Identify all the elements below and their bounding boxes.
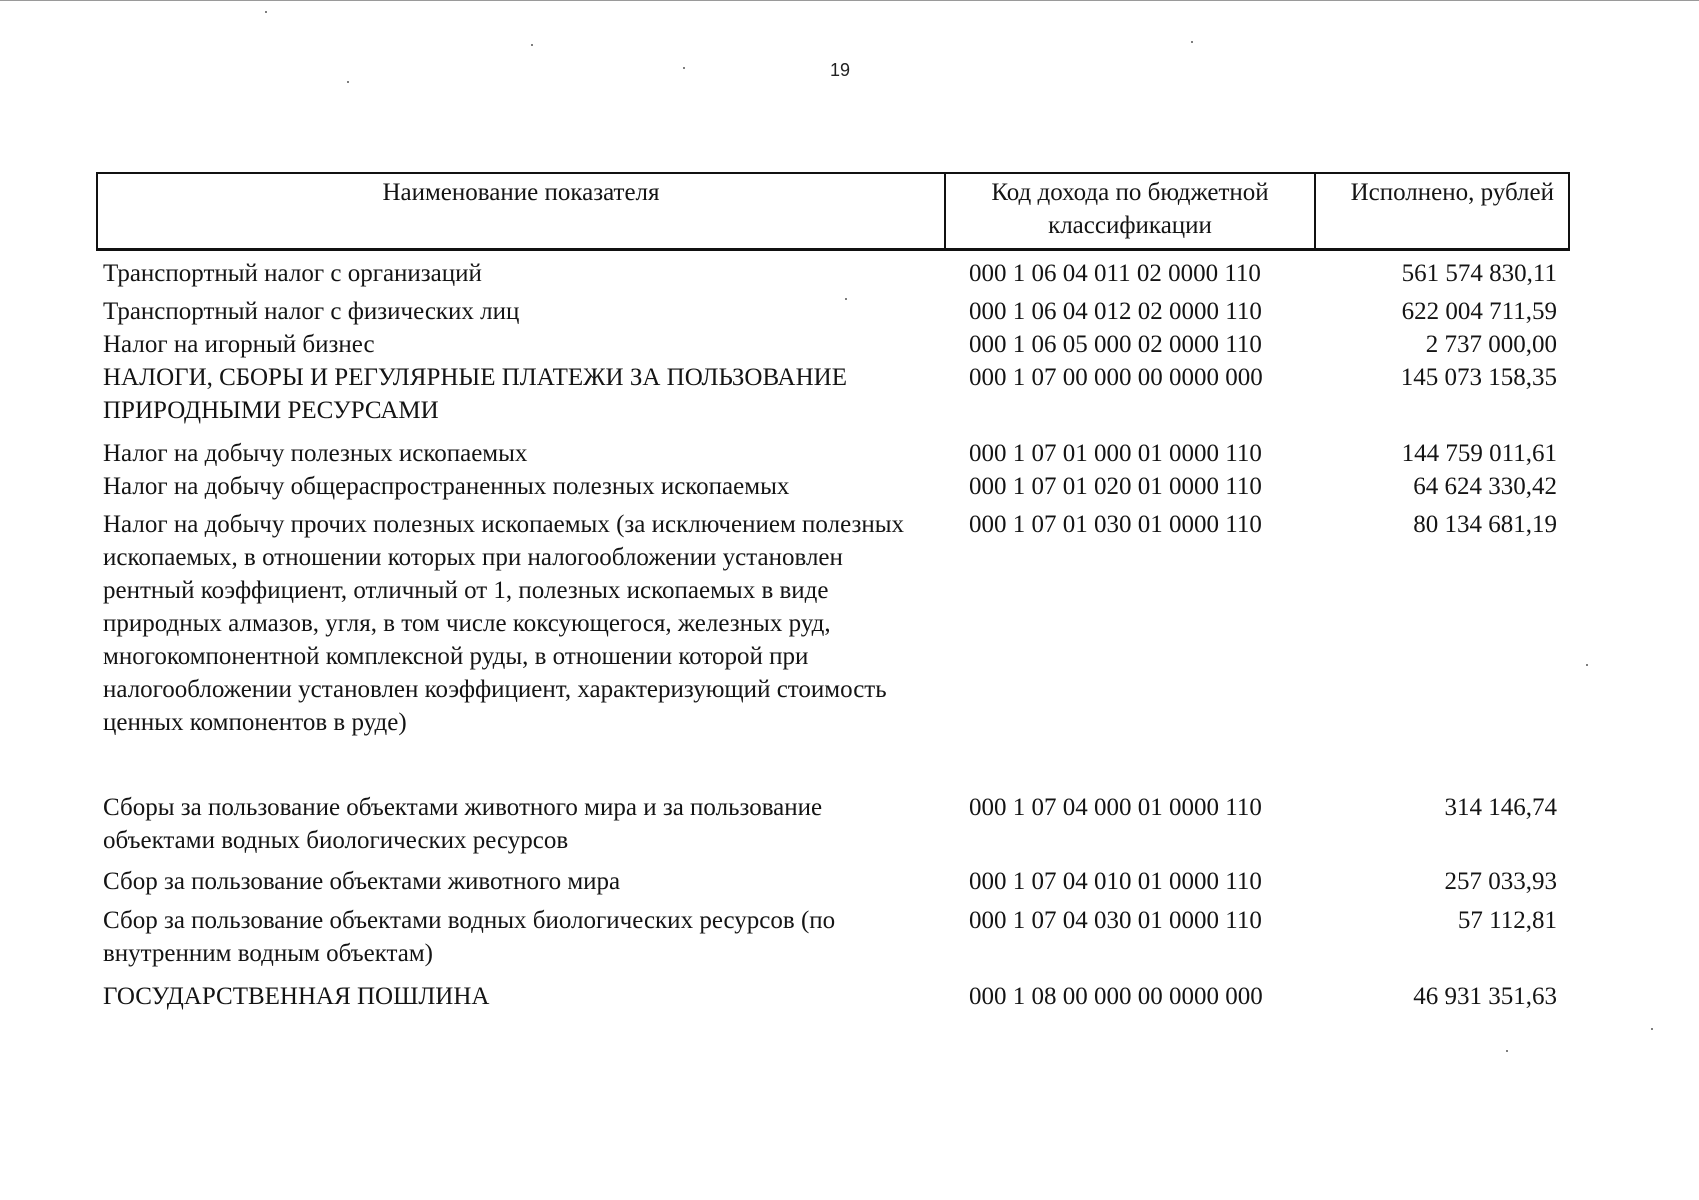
header-executed-amount: Исполнено, рублей: [1315, 173, 1569, 250]
row-budget-code: 000 1 07 01 000 01 0000 110: [969, 440, 1262, 467]
page-number: 19: [829, 60, 851, 80]
table-row: [97, 250, 1569, 291]
row-indicator-name: Налог на добычу общераспространенных полезных ископаемых: [103, 473, 790, 500]
row-amount: 2 737 000,00: [1425, 331, 1557, 358]
revenue-table: [96, 172, 1570, 1013]
table-row: [97, 290, 1569, 328]
row-budget-code: 000 1 08 00 000 00 0000 000: [969, 983, 1263, 1010]
scan-top-edge: [0, 0, 1699, 1]
table-row: [97, 470, 1569, 503]
row-amount: 561 574 830,11: [1401, 260, 1557, 287]
row-indicator-name: Сборы за пользование объектами животного мира и за пользование объектами водных биологических ресурсов: [103, 794, 823, 854]
row-indicator-name: Сбор за пользование объектами животного мира: [103, 868, 621, 895]
scan-speck: [1586, 664, 1588, 666]
table-row: [97, 361, 1569, 427]
row-indicator-name: Налог на добычу полезных ископаемых: [103, 440, 528, 467]
row-indicator-name: Сбор за пользование объектами водных биологических ресурсов (по внутренним водным объектам): [103, 907, 836, 967]
table-row: [97, 503, 1569, 791]
table-row: [97, 791, 1569, 865]
row-indicator-name: Транспортный налог с организаций: [103, 260, 482, 287]
row-indicator-name: Налог на добычу прочих полезных ископаемых (за исключением полезных ископаемых, в отношении которых при налогообложении установлен рентный коэффициент, отличный от 1, полезных ископаемых в виде природных алмазов, угля, в том числе коксующегося, железных руд, многокомпонентной комплексной руды, в отношении которой при налогообложении установлен коэффициент, характеризующий стоимость ценных компонентов в руде): [103, 511, 905, 736]
table-row: [97, 865, 1569, 904]
row-budget-code: 000 1 07 04 010 01 0000 110: [969, 868, 1262, 895]
scan-speck: [1191, 41, 1193, 43]
table-row: [97, 427, 1569, 470]
row-budget-code: 000 1 06 04 012 02 0000 110: [969, 298, 1262, 325]
row-budget-code: 000 1 06 04 011 02 0000 110: [969, 260, 1261, 287]
row-amount: 64 624 330,42: [1413, 473, 1557, 500]
row-budget-code: 000 1 07 04 000 01 0000 110: [969, 794, 1262, 821]
row-amount: 257 033,93: [1444, 868, 1557, 895]
row-indicator-name: Налог на игорный бизнес: [103, 331, 375, 358]
row-amount: 622 004 711,59: [1401, 298, 1557, 325]
row-amount: 46 931 351,63: [1413, 983, 1557, 1010]
row-budget-code: 000 1 07 01 020 01 0000 110: [969, 473, 1262, 500]
scan-speck: [1506, 1050, 1508, 1052]
table-row: [97, 980, 1569, 1013]
row-amount: 144 759 011,61: [1401, 440, 1557, 467]
scan-speck: [1651, 1028, 1653, 1030]
table-row: [97, 904, 1569, 980]
row-budget-code: 000 1 07 01 030 01 0000 110: [969, 511, 1262, 538]
scan-speck: [347, 81, 349, 83]
header-indicator-name: Наименование показателя: [97, 173, 945, 250]
row-amount: 80 134 681,19: [1413, 511, 1557, 538]
header-budget-code: Код дохода по бюджетной классификации: [945, 173, 1315, 250]
row-budget-code: 000 1 06 05 000 02 0000 110: [969, 331, 1262, 358]
row-indicator-name: ГОСУДАРСТВЕННАЯ ПОШЛИНА: [103, 983, 490, 1010]
table-header-row: [97, 173, 1569, 250]
scan-speck: [265, 11, 267, 13]
row-budget-code: 000 1 07 04 030 01 0000 110: [969, 907, 1262, 934]
row-amount: 314 146,74: [1444, 794, 1557, 821]
row-amount: 57 112,81: [1457, 907, 1557, 934]
row-amount: 145 073 158,35: [1400, 364, 1557, 391]
scan-speck: [531, 44, 533, 46]
row-budget-code: 000 1 07 00 000 00 0000 000: [969, 364, 1263, 391]
row-indicator-name: НАЛОГИ, СБОРЫ И РЕГУЛЯРНЫЕ ПЛАТЕЖИ ЗА ПОЛЬЗОВАНИЕ ПРИРОДНЫМИ РЕСУРСАМИ: [103, 364, 847, 424]
table-row: [97, 328, 1569, 361]
row-indicator-name: Транспортный налог с физических лиц: [103, 298, 520, 325]
